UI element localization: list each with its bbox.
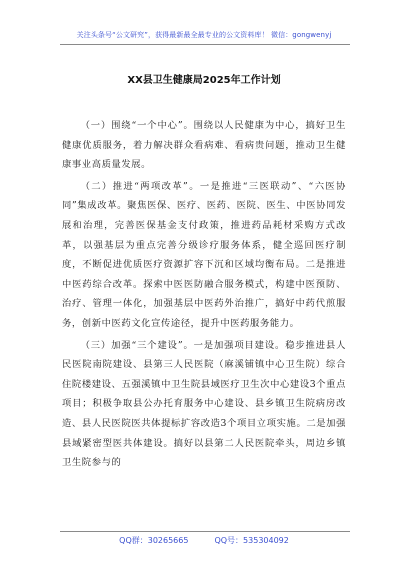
footer-qq-group: QQ群：30265665: [119, 536, 189, 545]
paragraph-two-reforms: （二）推进“两项改革”。一是推进“三医联动”、“六医协同”集成改革。聚焦医保、医疗、医药、医院、医生、中医协同发展和治理，完善医保基金支付政策，推进药品耗材采购方式改革，以强基层为重点完善分级诊疗服务体系，健全巡回医疗制度，不断促进优质医疗资源扩容下沉和区域均衡布局。二是推进中医药综合改革。探索中医医防融合服务模式，构建中医预防、治疗、管理一体化，加强基层中医药外治推广，搞好中药代煎服务，创新中医药文化宣传途径，提升中医药服务能力。: [62, 180, 346, 329]
paragraph-one-center: （一）围绕“一个中心”。围绕以人民健康为中心，搞好卫生健康优质服务，着力解决群众看病难、看病贵问题，推动卫生健康事业高质量发展。: [62, 120, 346, 171]
paragraph-three-constructions: （三）加强“三个建设”。一是加强项目建设。稳步推进县人民医院南院建设、县第三人民医院（麻溪铺镇中心卫生院）综合住院楼建设、五强溪镇中卫生院县域医疗卫生次中心建设3个重点项目；积极争取县公办托育服务中心建设、县乡镇卫生院病房改造、县人民医院医共体提标扩容改造3个项目立项实施。二是加强县域紧密型医共体建设。搞好以县第二人民医院牵头，周边乡镇卫生院参与的: [62, 339, 346, 469]
footer-contact: [0, 535, 408, 546]
header-divider: [60, 44, 350, 45]
document-body: [62, 116, 346, 473]
document-title: XX县卫生健康局2025年工作计划: [127, 75, 281, 86]
footer-divider: [60, 531, 350, 532]
footer-qq-number: QQ号：535304092: [214, 536, 289, 545]
header-banner: 关注头条号“公文研究”，获得最新最全最专业的公文资料库！ 微信：gongwenyj: [76, 31, 332, 39]
